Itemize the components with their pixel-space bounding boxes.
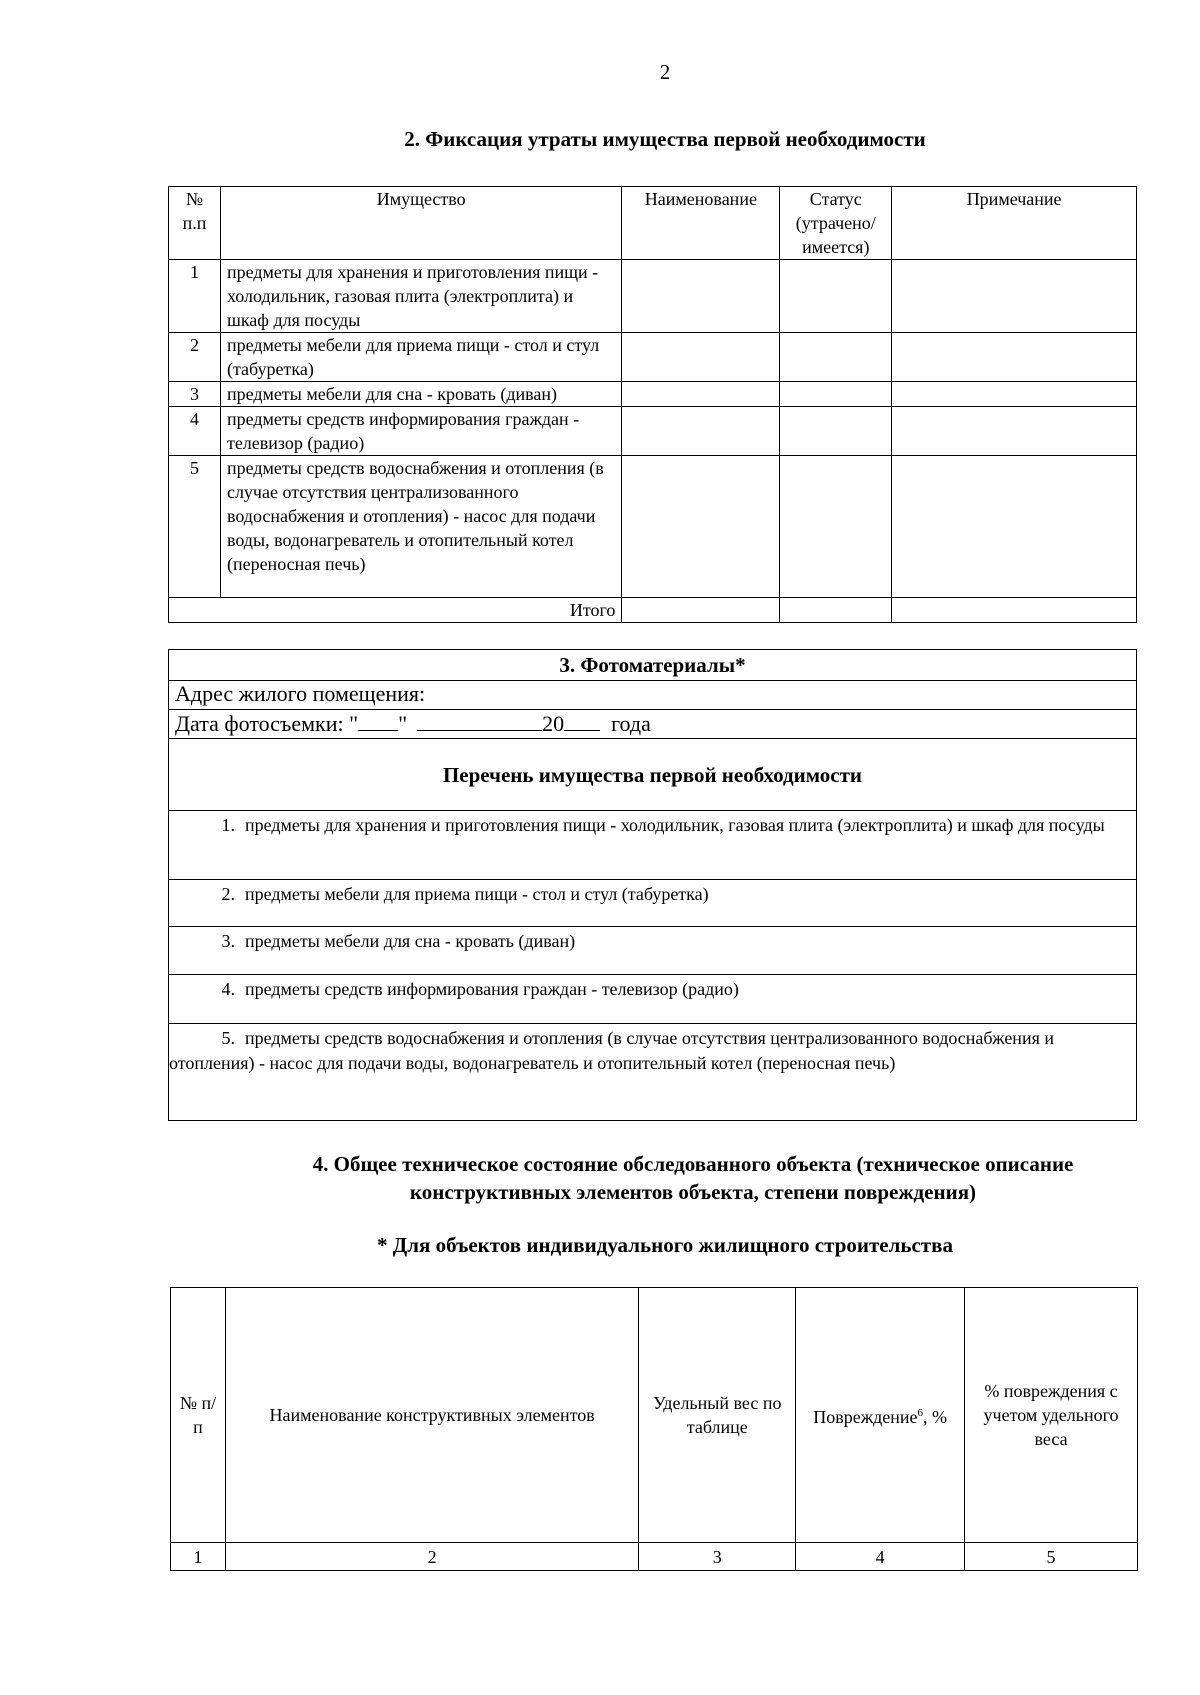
row-number: 3 [169,382,221,407]
name-cell[interactable] [622,382,780,407]
item-number: 4. [221,979,235,999]
note-cell[interactable] [892,598,1137,623]
column-number: 3 [639,1543,796,1571]
table-row [169,456,1137,598]
header-weighted-damage: % повреждения с учетом удельного веса [965,1288,1138,1543]
month-field[interactable] [417,710,542,731]
note-cell[interactable] [892,407,1137,456]
property-list-title: Перечень имущества первой необходимости [169,739,1137,811]
date-label: Дата фотосъемки: " [175,711,359,736]
list-item [169,927,1137,975]
table-header-row [169,187,1137,260]
table-row [169,260,1137,333]
column-numbers-row [171,1543,1138,1571]
note-cell[interactable] [892,456,1137,598]
row-property: предметы для хранения и приготовления пищи - холодильник, газовая плита (электроплита) и шкаф для посуды [220,260,621,333]
total-row [169,598,1137,623]
table-row [169,382,1137,407]
photo-date-row [169,710,1137,739]
section-4-subtitle: * Для объектов индивидуального жилищного строительства [377,1233,953,1257]
header-specific-weight: Удельный вес по таблице [639,1288,796,1543]
item-text: предметы для хранения и приготовления пищи - холодильник, газовая плита (электроплита) и шкаф для посуды [245,815,1105,835]
list-item [169,880,1137,927]
item-text: предметы средств водоснабжения и отопления (в случае отсутствия централизованного водоснабжения и отопления) - насос для подачи воды, водонагреватель и отопительный котел (переносная печь) [169,1028,1054,1073]
date-quote: " [398,711,408,736]
day-field[interactable] [358,710,398,731]
year-prefix: 20 [542,711,565,736]
list-item [169,1024,1137,1121]
table-row [169,407,1137,456]
header-number: № п.п [169,187,221,260]
header-property: Имущество [220,187,621,260]
item-text: предметы мебели для приема пищи - стол и стул (табуретка) [245,884,709,904]
header-name: Наименование [622,187,780,260]
header-element-name: Наименование конструктивных элементов [225,1288,638,1543]
section-3-title: 3. Фотоматериалы* [169,650,1137,681]
item-number: 2. [221,884,235,904]
damage-label: Повреждение [813,1407,918,1427]
footnote-mark: 6 [917,1407,924,1419]
row-number: 4 [169,407,221,456]
status-cell[interactable] [780,260,892,333]
property-loss-table [168,186,1137,623]
technical-condition-table [170,1287,1138,1571]
status-cell[interactable] [780,382,892,407]
header-status: Статус (утрачено/ имеется) [780,187,892,260]
year-field[interactable] [564,710,600,731]
name-cell[interactable] [622,598,780,623]
item-text: предметы средств информирования граждан - телевизор (радио) [245,979,739,999]
row-number: 1 [169,260,221,333]
name-cell[interactable] [622,407,780,456]
status-cell[interactable] [780,333,892,382]
table-header-row [171,1288,1138,1543]
name-cell[interactable] [622,333,780,382]
total-label: Итого [169,598,622,623]
table-row [169,333,1137,382]
item-number: 5. [221,1028,235,1048]
damage-unit: , % [923,1407,948,1427]
section-4-title: 4. Общее техническое состояние обследованного объекта (техническое описание конструктивных элементов объекта, степени повреждения) [312,1152,1074,1204]
column-number: 2 [225,1543,638,1571]
item-number: 1. [221,815,235,835]
status-cell[interactable] [780,407,892,456]
header-number: № п/п [171,1288,226,1543]
row-number: 2 [169,333,221,382]
column-number: 4 [796,1543,965,1571]
row-property: предметы средств информирования граждан - телевизор (радио) [220,407,621,456]
row-property: предметы мебели для сна - кровать (диван) [220,382,621,407]
address-label: Адрес жилого помещения: [169,681,1137,710]
list-item [169,975,1137,1024]
page-number: 2 [659,60,671,84]
note-cell[interactable] [892,333,1137,382]
item-number: 3. [221,931,235,951]
status-cell[interactable] [780,598,892,623]
name-cell[interactable] [622,456,780,598]
row-number: 5 [169,456,221,598]
header-damage [796,1288,965,1543]
date-suffix: года [611,711,651,736]
photo-materials-table [168,649,1137,1121]
column-number: 1 [171,1543,226,1571]
column-number: 5 [965,1543,1138,1571]
name-cell[interactable] [622,260,780,333]
status-cell[interactable] [780,456,892,598]
item-text: предметы мебели для сна - кровать (диван) [245,931,576,951]
list-item [169,811,1137,880]
row-property: предметы средств водоснабжения и отопления (в случае отсутствия централизованного водоснабжения и отопления) - насос для подачи воды, водонагреватель и отопительный котел (переносная печь) [220,456,621,598]
note-cell[interactable] [892,260,1137,333]
section-2-title: 2. Фиксация утраты имущества первой необходимости [404,127,926,151]
note-cell[interactable] [892,382,1137,407]
header-note: Примечание [892,187,1137,260]
row-property: предметы мебели для приема пищи - стол и стул (табуретка) [220,333,621,382]
